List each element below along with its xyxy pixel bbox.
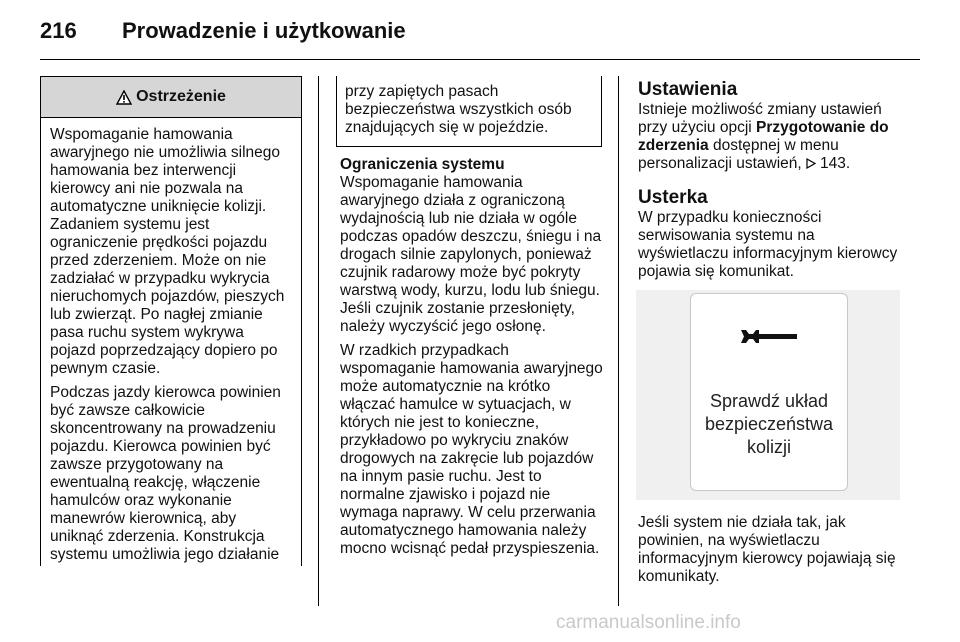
fault-heading: Usterka — [638, 187, 708, 208]
column-divider-right — [618, 76, 619, 606]
page-number: 216 — [40, 18, 77, 43]
fault-after-paragraph: Jeśli system nie działa tak, jak powinien, na wyświetlaczu informacyjnym kierowcy pojawiają się komunikaty. — [638, 514, 896, 585]
settings-option: Przygotowanie do zderzenia — [638, 119, 889, 154]
right-column-bottom — [638, 514, 908, 592]
triangle-reference-icon — [806, 158, 816, 169]
column-divider-left — [318, 76, 319, 606]
warning-header — [41, 76, 301, 118]
warning-paragraph: Wspomaganie hamowania awaryjnego nie umożliwia silnego hamowania bez interwencji kierowcy ani nie pozwala na automatyczne uniknięcie kolizji. Zadaniem systemu jest ograniczenie prędkości pojazdu przed zderzeniem. Może on nie zadziałać w przypadku wykrycia nieruchomych pojazdów, pieszych lub zwierząt. Po nagłej zmianie pasa ruchu system wykrywa pojazd poprzedzający dopiero po pewnym czasie. — [50, 126, 285, 377]
driver-info-display-image — [636, 290, 900, 500]
header-rule — [40, 59, 920, 60]
right-column — [638, 79, 906, 287]
warning-body — [41, 118, 301, 564]
settings-text-after: dostępnej w menu personalizacji ustawień, — [638, 137, 839, 172]
fault-paragraph: W przypadku konieczności serwisowania systemu na wyświetlaczu informacyjnym kierowcy pojawia się komunikat. — [638, 209, 898, 280]
running-title: Prowadzenie i użytkowanie — [122, 18, 406, 43]
warning-heading: Ostrzeżenie — [136, 88, 226, 105]
warning-box — [40, 76, 302, 566]
limitations-paragraph: Wspomaganie hamowania awaryjnego działa z ograniczoną wydajnością lub nie działa w ogóle podczas opadów deszczu, śniegu i na drogach silnie zapylonych, ponieważ czujnik radarowy może być pokryty warstwą wody, kurzu, lodu lub śniegu. Jeśli czujnik zostanie przesłonięty, należy wyczyścić jego osłonę. — [340, 174, 602, 335]
settings-heading: Ustawienia — [638, 79, 738, 100]
display-message: Sprawdź układ bezpieczeństwa kolizji — [704, 391, 834, 457]
warning-paragraph: Podczas jazdy kierowca powinien być zawsze całkowicie skoncentrowany na prowadzeniu pojazdu. Kierowca powinien być zawsze przygotowany na ewentualną reakcję, włączenie hamulców oraz wykonanie manewrów kierownicą, aby uniknąć zderzenia. Konstrukcja systemu umożliwia jego działanie — [50, 384, 281, 563]
warning-triangle-icon — [116, 90, 132, 105]
settings-page-ref: 143. — [820, 155, 851, 172]
middle-column — [340, 156, 606, 564]
watermark: carmanualsonline.info — [556, 612, 741, 633]
settings-paragraph — [638, 101, 906, 173]
wrench-icon — [739, 326, 799, 348]
warning-continuation-box — [336, 76, 602, 147]
limitations-paragraph: W rzadkich przypadkach wspomaganie hamowania awaryjnego może automatycznie na krótko włączać hamulce w sytuacjach, w których nie jest to konieczne, przykładowo po wykryciu znaków drogowych na zakręcie lub pojazdów na innym pasie ruchu. Jest to normalne zjawisko i pojazd nie wymaga naprawy. W celu przerwania automatycznego hamowania należy mocno wcisnąć pedał przyspieszenia. — [340, 342, 603, 557]
display-screen — [690, 293, 848, 491]
limitations-subheading: Ograniczenia systemu — [340, 156, 505, 173]
settings-text: Istnieje możliwość zmiany ustawień przy użyciu opcji — [638, 101, 882, 136]
page-header — [40, 18, 920, 48]
warning-continuation-text: przy zapiętych pasach bezpieczeństwa wszystkich osób znajdujących się w pojeździe. — [345, 83, 572, 136]
